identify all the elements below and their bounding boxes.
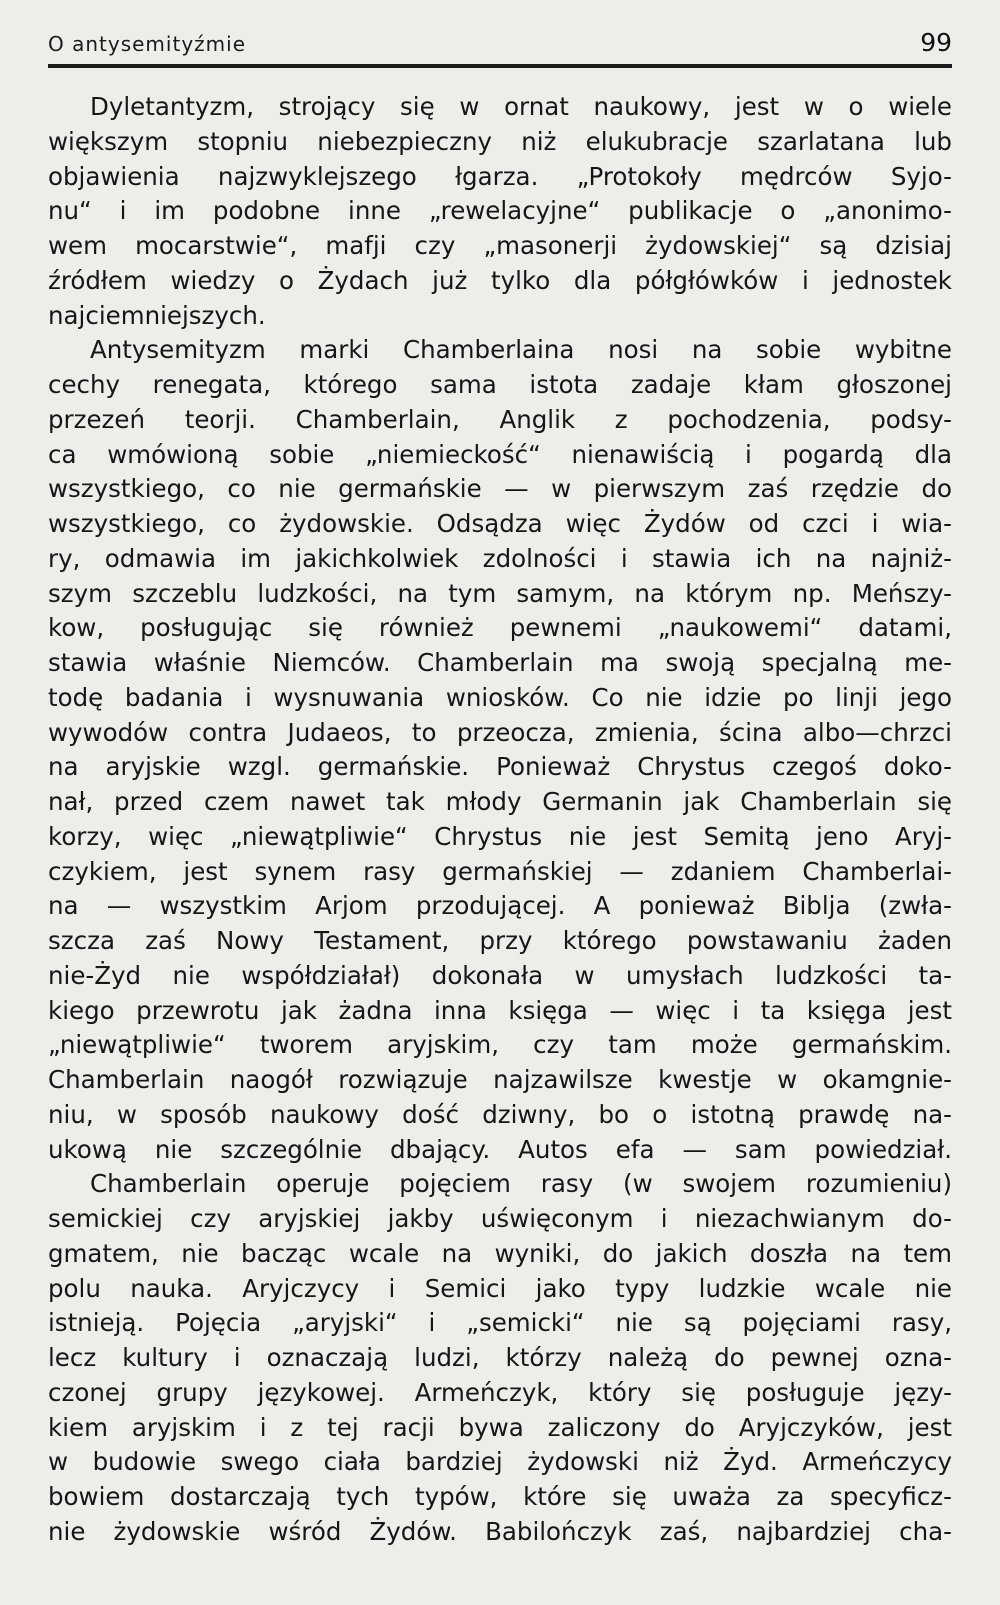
text-line: semickiej czy aryjskiej jakby uświęconym i niezachwianym do- [48, 1204, 952, 1233]
page-header [48, 28, 952, 62]
text-line: todę badania i wysnuwania wniosków. Co nie idzie po linji jego [48, 682, 952, 712]
text-line: na aryjskie wzgl. germańskie. Ponieważ Chrystus czegoś doko- [48, 752, 952, 782]
text-line: nie żydowskie wśród Żydów. Babilończyk zaś, najbardziej cha- [48, 1516, 952, 1546]
text-line: wszystkiego, co nie germańskie — w pierwszym zaś rzędzie do [48, 474, 952, 504]
text-line: ry, odmawia im jakichkolwiek zdolności i stawia ich na najniż- [48, 543, 952, 573]
text-line: szym szczeblu ludzkości, na tym samym, na którym np. Meńszy- [48, 578, 952, 608]
text-line: nu“ i im podobne inne „rewelacyjne“ publikacje o „anonimo- [48, 196, 952, 226]
running-title: O antysemityźmie [48, 32, 246, 56]
text-line: ca wmówioną sobie „niemieckość“ nienawiścią i pogardą dla [48, 439, 952, 469]
text-line: kow, posługując się również pewnemi „naukowemi“ datami, [48, 613, 952, 643]
text-line: ukową nie szczególnie dbający. Autos efa — sam powiedział. [48, 1134, 952, 1164]
text-line: „niewątpliwie“ tworem aryjskim, czy tam może germańskim. [48, 1030, 952, 1060]
text-line: kiem aryjskim i z tej racji bywa zaliczony do Aryjczyków, jest [48, 1412, 952, 1442]
text-line: nał, przed czem nawet tak młody Germanin jak Chamberlain się [48, 787, 952, 816]
text-line: źródłem wiedzy o Żydach już tylko dla półgłówków i jednostek [48, 265, 952, 295]
text-line: polu nauka. Aryjczycy i Semici jako typy ludzkie wcale nie [48, 1273, 952, 1303]
text-line: gmatem, nie bacząc wcale na wyniki, do jakich doszła na tem [48, 1238, 952, 1268]
text-line: Antysemityzm marki Chamberlaina nosi na sobie wybitne [90, 335, 952, 365]
text-line: wszystkiego, co żydowskie. Odsądza więc Żydów od czci i wia- [48, 509, 952, 538]
text-line: istnieją. Pojęcia „aryjski“ i „semicki“ nie są pojęciami rasy, [48, 1308, 952, 1338]
text-line: większym stopniu niebezpieczny niż elukubracje szarlatana lub [48, 126, 952, 156]
text-line: kiego przewrotu jak żadna inna księga — więc i ta księga jest [48, 995, 952, 1025]
text-line: bowiem dostarczają tych typów, które się uważa za specyficz- [48, 1482, 952, 1511]
text-line: najciemniejszych. [48, 300, 266, 330]
text-line: wem mocarstwie“, mafji czy „masonerji żydowskiej“ są dzisiaj [48, 231, 952, 260]
text-line: Dyletantyzm, strojący się w ornat naukowy, jest w o wiele [90, 92, 952, 121]
text-line: w budowie swego ciała bardziej żydowski niż Żyd. Armeńczycy [48, 1447, 952, 1477]
body-text [48, 90, 952, 1550]
text-line: czykiem, jest synem rasy germańskiej — zdaniem Chamberlai- [48, 856, 952, 886]
text-line: stawia właśnie Niemców. Chamberlain ma swoją specjalną me- [48, 648, 952, 677]
text-line: objawienia najzwyklejszego łgarza. „Protokoły mędrców Syjo- [48, 161, 952, 191]
page-number: 99 [920, 28, 952, 57]
text-line: czonej grupy językowej. Armeńczyk, który się posługuje języ- [48, 1377, 952, 1407]
text-line: wywodów contra Judaeos, to przeocza, zmienia, ścina albo—chrzci [48, 717, 952, 747]
text-line: lecz kultury i oznaczają ludzi, którzy należą do pewnej ozna- [48, 1343, 952, 1372]
text-line: nie-Żyd nie współdziałał) dokonała w umysłach ludzkości ta- [48, 960, 952, 990]
text-line: szcza zaś Nowy Testament, przy którego powstawaniu żaden [48, 926, 952, 955]
text-line: przezeń teorji. Chamberlain, Anglik z pochodzenia, podsy- [48, 404, 952, 434]
text-line: cechy renegata, którego sama istota zadaje kłam głoszonej [48, 370, 952, 399]
text-line: niu, w sposób naukowy dość dziwny, bo o istotną prawdę na- [48, 1099, 952, 1129]
text-line: Chamberlain naogół rozwiązuje najzawilsze kwestje w okamgnie- [48, 1065, 952, 1094]
text-line: na — wszystkim Arjom przodującej. A ponieważ Biblja (zwła- [48, 891, 952, 921]
header-rule [48, 64, 952, 68]
text-line: Chamberlain operuje pojęciem rasy (w swojem rozumieniu) [90, 1169, 952, 1199]
text-line: korzy, więc „niewątpliwie“ Chrystus nie jest Semitą jeno Aryj- [48, 821, 952, 851]
